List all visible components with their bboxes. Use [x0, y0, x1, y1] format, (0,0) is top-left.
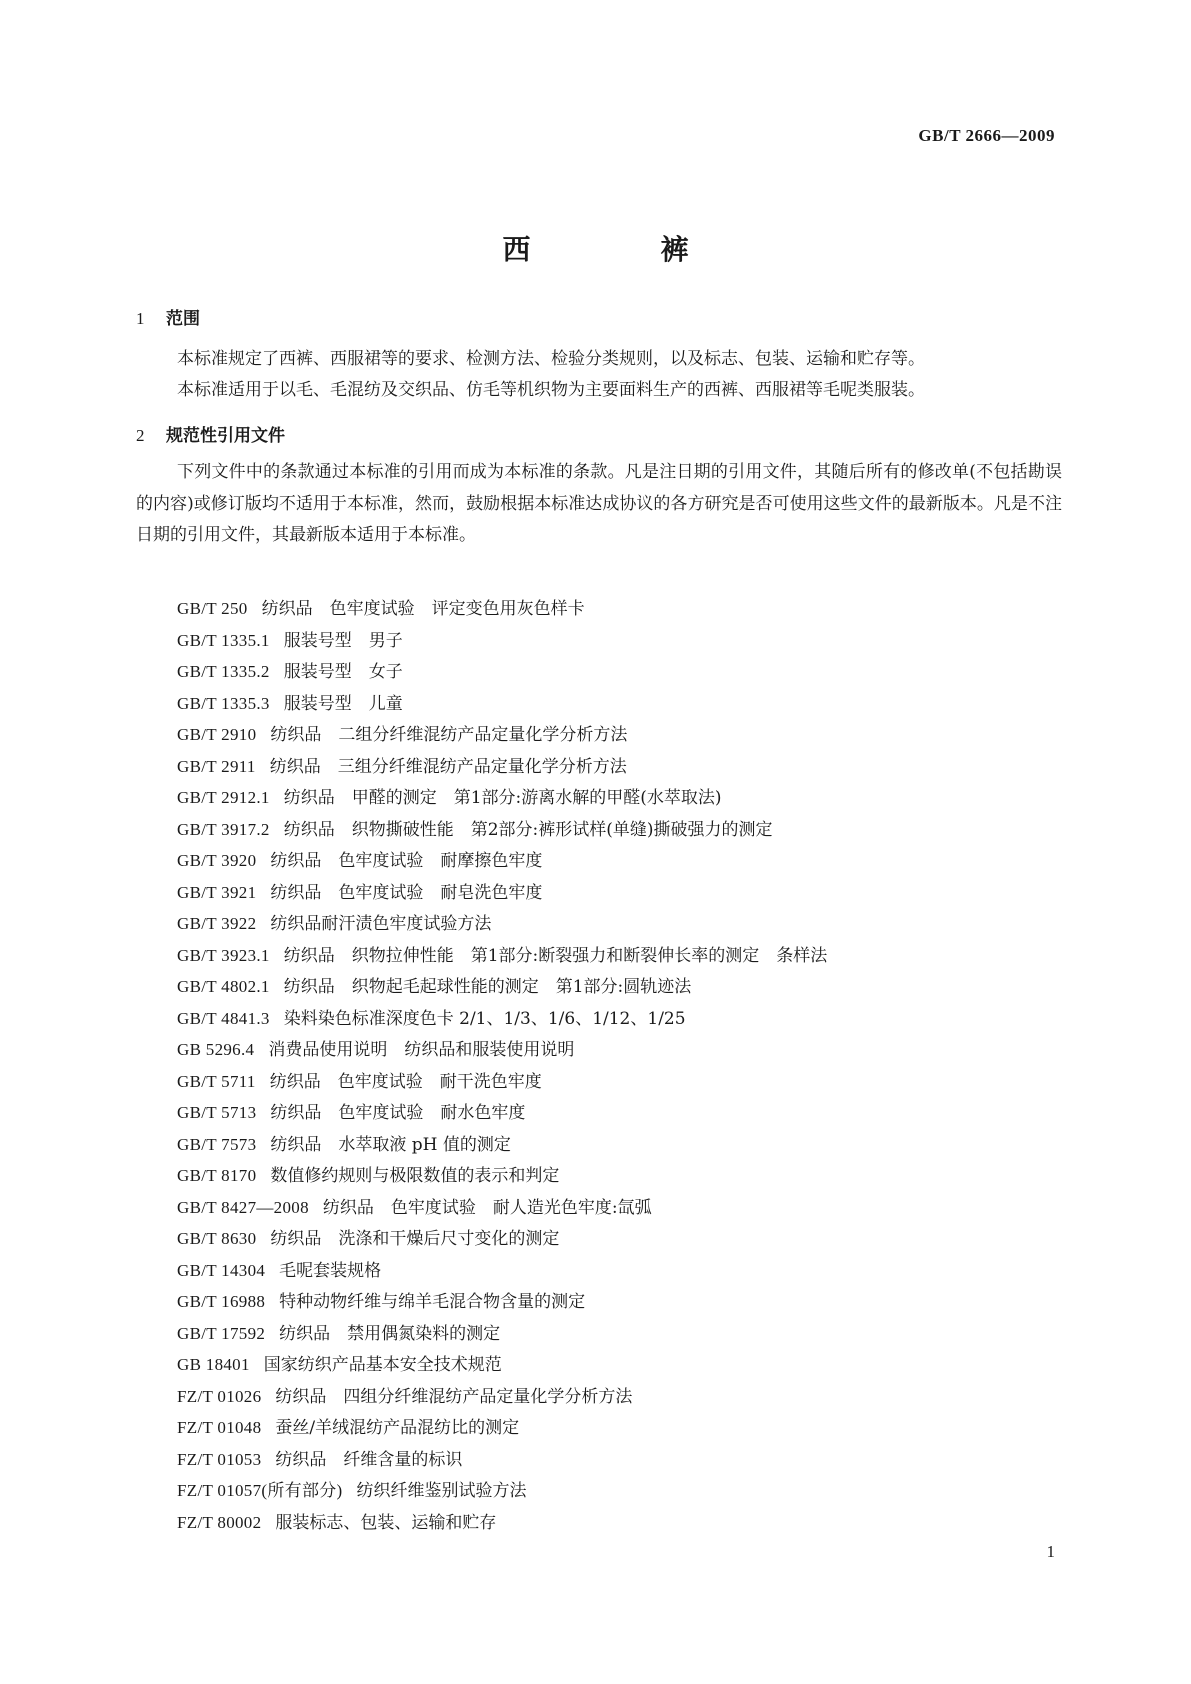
reference-title: 纺织品 色牢度试验 耐水色牢度	[270, 1103, 526, 1123]
reference-code: FZ/T 01057(所有部分)	[177, 1481, 343, 1500]
reference-item	[177, 1192, 827, 1224]
reference-title: 服装标志、包装、运输和贮存	[275, 1512, 497, 1533]
reference-title: 纺织品 织物撕破性能 第2部分:裤形试样(单缝)撕破强力的测定	[283, 819, 773, 840]
reference-title: 纺织品 甲醛的测定 第1部分:游离水解的甲醛(水萃取法)	[283, 788, 722, 808]
reference-title: 服装号型 儿童	[283, 693, 403, 714]
page-number: 1	[1046, 1542, 1055, 1561]
reference-item	[177, 625, 827, 657]
reference-item	[177, 814, 827, 846]
reference-item	[177, 1286, 827, 1318]
reference-item	[177, 1507, 827, 1539]
section-1-paragraph-1: 本标准规定了西裤、西服裙等的要求、检测方法、检验分类规则，以及标志、包装、运输和贮存等。	[177, 349, 925, 369]
reference-code: GB/T 8630	[177, 1229, 257, 1248]
reference-code: FZ/T 01026	[177, 1386, 262, 1406]
reference-title: 纺织品 色牢度试验 耐人造光色牢度:氙弧	[322, 1197, 652, 1218]
reference-item	[177, 1349, 827, 1381]
reference-code: GB/T 8427—2008	[177, 1197, 309, 1217]
reference-code: GB/T 17592	[177, 1323, 266, 1343]
reference-code: FZ/T 01048	[177, 1418, 262, 1437]
reference-item	[177, 1066, 827, 1098]
reference-item	[177, 1003, 827, 1035]
reference-code: GB/T 3920	[177, 851, 257, 870]
reference-title: 纺织品 色牢度试验 耐干洗色牢度	[269, 1071, 542, 1092]
reference-item	[177, 1129, 827, 1161]
reference-item	[177, 782, 827, 814]
reference-title: 服装号型 女子	[283, 662, 403, 682]
reference-code: GB/T 4802.1	[177, 977, 270, 996]
reference-item	[177, 971, 827, 1003]
reference-code: GB/T 2910	[177, 725, 257, 744]
reference-code: GB/T 1335.2	[177, 662, 270, 681]
reference-item	[177, 908, 827, 940]
reference-code: GB/T 4841.3	[177, 1008, 270, 1028]
reference-code: GB/T 2911	[177, 756, 256, 776]
reference-title: 纺织品 四组分纤维混纺产品定量化学分析方法	[275, 1386, 633, 1407]
reference-item	[177, 940, 827, 972]
reference-item	[177, 1475, 827, 1507]
reference-code: GB/T 8170	[177, 1166, 257, 1185]
reference-item	[177, 1223, 827, 1255]
reference-title: 染料染色标准深度色卡 2/1、1/3、1/6、1/12、1/25	[283, 1008, 686, 1029]
section-1-heading	[136, 304, 200, 329]
reference-title: 蚕丝/羊绒混纺产品混纺比的测定	[275, 1418, 520, 1438]
section-1-paragraph-2: 本标准适用于以毛、毛混纺及交织品、仿毛等机织物为主要面料生产的西裤、西服裙等毛呢类服装。	[177, 380, 925, 400]
reference-title: 毛呢套装规格	[279, 1260, 382, 1281]
reference-title: 特种动物纤维与绵羊毛混合物含量的测定	[279, 1292, 586, 1312]
reference-title: 纺织品 三组分纤维混纺产品定量化学分析方法	[269, 756, 627, 777]
reference-item	[177, 1444, 827, 1476]
reference-code: GB/T 5711	[177, 1071, 256, 1091]
reference-code: GB/T 3921	[177, 882, 257, 902]
reference-code: FZ/T 01053	[177, 1449, 262, 1469]
reference-title: 纺织品 织物起毛起球性能的测定 第1部分:圆轨迹法	[283, 977, 692, 997]
section-1-number: 1	[136, 309, 145, 328]
reference-code: GB/T 5713	[177, 1103, 257, 1122]
reference-item	[177, 845, 827, 877]
title-char-2: 裤	[660, 233, 689, 266]
title-char-1: 西	[502, 233, 531, 266]
reference-code: GB/T 16988	[177, 1292, 266, 1311]
reference-item	[177, 877, 827, 909]
reference-item	[177, 719, 827, 751]
section-2-title: 规范性引用文件	[166, 426, 285, 446]
reference-title: 纺织品 禁用偶氮染料的测定	[279, 1323, 501, 1344]
reference-item	[177, 1381, 827, 1413]
reference-title: 服装号型 男子	[283, 630, 403, 651]
standard-number: GB/T 2666—2009	[918, 126, 1055, 145]
reference-title: 纺织品耐汗渍色牢度试验方法	[270, 914, 492, 934]
reference-title: 数值修约规则与极限数值的表示和判定	[270, 1166, 560, 1186]
reference-code: GB/T 3922	[177, 914, 257, 933]
reference-title: 纺织品 洗涤和干燥后尺寸变化的测定	[270, 1229, 560, 1249]
reference-title: 纺织品 织物拉伸性能 第1部分:断裂强力和断裂伸长率的测定 条样法	[283, 945, 828, 966]
section-2-intro: 下列文件中的条款通过本标准的引用而成为本标准的条款。凡是注日期的引用文件，其随后所有的修改单(不包括勘误的内容)或修订版均不适用于本标准，然而，鼓励根据本标准达成协议的各方研究是否可使用这些文件的最新版本。凡是不注日期的引用文件，其最新版本适用于本标准。	[136, 462, 1062, 545]
reference-title: 纺织品 纤维含量的标识	[275, 1449, 463, 1470]
reference-item	[177, 1412, 827, 1444]
reference-title: 纺织品 水萃取液 pH 值的测定	[270, 1134, 511, 1155]
reference-title: 消费品使用说明 纺织品和服装使用说明	[268, 1040, 575, 1060]
reference-item	[177, 1160, 827, 1192]
reference-item	[177, 656, 827, 688]
reference-code: GB 18401	[177, 1355, 250, 1374]
reference-title: 纺织品 色牢度试验 耐摩擦色牢度	[270, 851, 543, 871]
reference-item	[177, 1255, 827, 1287]
reference-code: GB/T 3917.2	[177, 819, 270, 839]
reference-code: GB/T 7573	[177, 1134, 257, 1154]
reference-title: 纺织品 色牢度试验 评定变色用灰色样卡	[261, 599, 585, 619]
reference-code: GB/T 250	[177, 599, 248, 618]
reference-item	[177, 688, 827, 720]
reference-item	[177, 1034, 827, 1066]
reference-code: GB 5296.4	[177, 1040, 255, 1059]
reference-title: 纺织品 二组分纤维混纺产品定量化学分析方法	[270, 725, 628, 745]
reference-title: 纺织品 色牢度试验 耐皂洗色牢度	[270, 882, 543, 903]
reference-code: GB/T 2912.1	[177, 788, 270, 807]
reference-item	[177, 751, 827, 783]
reference-code: GB/T 3923.1	[177, 945, 270, 965]
reference-list	[177, 593, 827, 1538]
reference-item	[177, 593, 827, 625]
section-1-title: 范围	[166, 309, 200, 329]
section-2-number: 2	[136, 426, 145, 445]
reference-code: GB/T 1335.1	[177, 630, 270, 650]
document-title	[0, 228, 1191, 268]
reference-item	[177, 1318, 827, 1350]
section-2-heading	[136, 421, 285, 446]
reference-code: FZ/T 80002	[177, 1512, 262, 1532]
reference-code: GB/T 14304	[177, 1260, 266, 1280]
reference-code: GB/T 1335.3	[177, 693, 270, 713]
reference-title: 纺织纤维鉴别试验方法	[356, 1481, 527, 1501]
reference-item	[177, 1097, 827, 1129]
reference-title: 国家纺织产品基本安全技术规范	[263, 1355, 502, 1375]
